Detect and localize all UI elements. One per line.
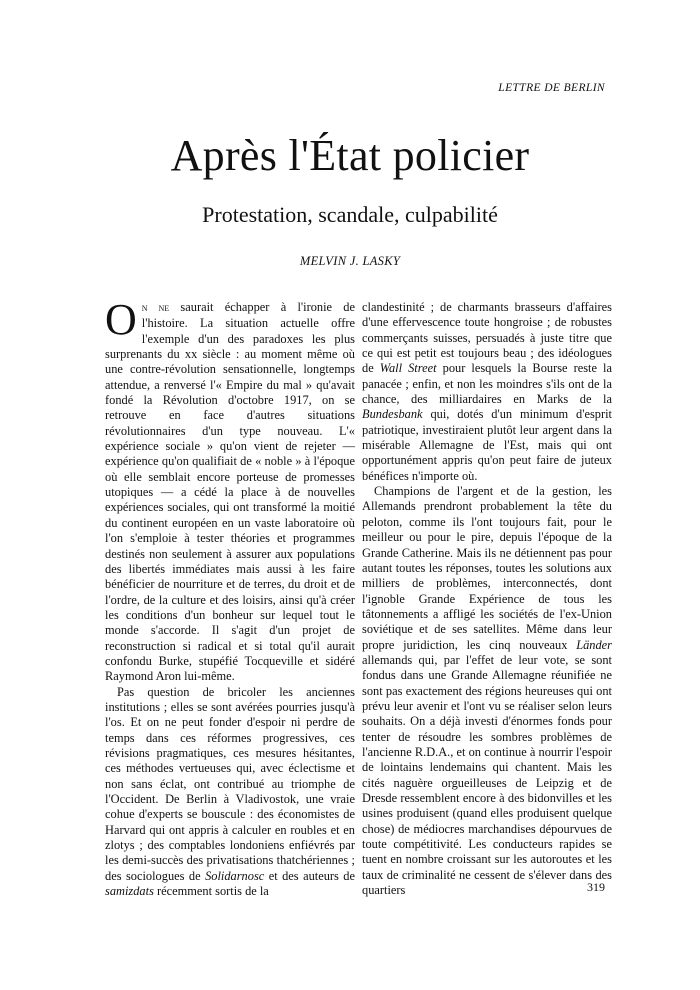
running-head: LETTRE DE BERLIN [498, 82, 605, 94]
emphasis: Solidarnosc [205, 868, 265, 883]
drop-cap: O [105, 295, 137, 344]
paragraph [362, 300, 612, 484]
emphasis: Länder [576, 637, 612, 652]
text-column-left [105, 295, 355, 899]
text-run: siècle : au moment même où une contre-révolution sensationnelle, longtemps attendue, a renversé l'« Empire du mal » qu'avait fondé la Révolution d'octobre 1917, on se retrouve en face d'autres situations révolutionnaires d'un type nouveau. L'« expérience sociale » qu'on vient de rejeter — expérience qu'on qualifiait de « noble » à l'époque où elle semblait encore porteuse de promesses utopiques — a cédé la place à de nouvelles expériences sociales, qui ont transformé la moitié du continent européen en un vaste laboratoire où l'on s'emploie à tester théories et programmes destinés non seulement à assurer aux populations des libertés immédiates mais aussi à les faire bénéficier de nourriture et de terres, du droit et de l'ordre, de la culture et des loisirs, ainsi qu'à créer les conditions d'un bonheur sur lequel tout le monde s'accorde. Il s'agit d'un projet de reconstruction si radical et si total qu'il aurait confondu Burke, stupéfié Tocqueville et sidéré Raymond Aron lui-même. [105, 347, 355, 684]
text-run: et des auteurs de [264, 868, 355, 883]
page-number: 319 [587, 880, 605, 894]
emphasis: Wall Street [379, 361, 437, 376]
text-column-right [362, 300, 612, 898]
text-run: allemands qui, par l'effet de leur vote, se sont fondus dans une Grande Allemagne réunifiée ne sont pas exactement des régions heureuses qui ont prévu leur avenir et l'ont vu se réaliser selon leurs souhaits. On a déjà investi d'énormes fonds pour tenter de résoudre les sombres problèmes de l'ancienne R.D.A., et on continue à nourrir l'espoir de lointains lendemains qui chantent. Mais les cités naguère orgueilleuses de Leipzig et de Dresde ressemblent encore à des bidonvilles et les usines produisent (quand elles produisent quelque chose) de médiocres marchandises dépourvues de toute compétitivité. Les conducteurs rapides se tuent en nombre croissant sur les autoroutes et les taux de criminalité ne cessent de s'élever dans des quartiers [362, 652, 612, 898]
article-title: Après l'État policier [170, 131, 530, 180]
century-numeral: xx [184, 347, 198, 362]
text-run: qui, dotés d'un minimum d'esprit patriotique, investiraient plutôt leur argent dans la misérable Allemagne de l'Est, mais qui ont opportunément appris qu'on peut faire de juteux bénéfices n'importe où. [362, 407, 612, 483]
text-run: pour lesquels la Bourse reste la panacée ; enfin, et non les moindres s'ils ont de la chance, des milliardaires en Marks de la [362, 361, 613, 407]
text-run: Champions de l'argent et de la gestion, les Allemands prendront probablement la tête du peloton, comme ils l'ont toujours fait, pour le meilleur ou pour le pire, depuis l'époque de la Grande Catherine. Mais ils ne détiennent pas pour autant toutes les réponses, toutes les solutions aux milliers de problèmes, interconnectés, dont l'ignoble Grande Expérience de tous les tâtonnements a affligé les sociétés de l'ex-Union soviétique et de ses satellites. Même dans leur propre juridiction, les cinq nouveaux [362, 484, 612, 652]
text-run: saurait échapper à l'ironie de l'histoire. La situation actuelle offre l'exemple d'un des paradoxes les plus surprenants du [105, 300, 355, 362]
paragraph [105, 685, 355, 900]
author-byline: MELVIN J. LASKY [299, 254, 401, 268]
paragraph [362, 484, 612, 898]
text-run: Pas question de bricoler les anciennes institutions ; elles se sont avérées pourries jusqu'à l'os. Et on ne peut fonder d'espoir ni perdre de temps dans ces réformes progressives, ces révisions pragmatiques, ces mesures hésitantes, ces méthodes vertueuses qui, avec éclectisme et non sans éclat, ont contribué au triomphe de l'Occident. De Berlin à Vladivostok, une vraie cohue d'experts se bouscule : des économistes de Harvard qui ont appris à calculer en roubles et en zlotys ; des comptables londoniens enfiévrés par les demi-succès des privatisations thatchériennes ; des sociologues de [105, 684, 355, 883]
text-run: récemment sortis de la [153, 884, 269, 899]
article-subtitle: Protestation, scandale, culpabilité [202, 202, 498, 227]
text-run: clandestinité ; de charmants brasseurs d'affaires d'une effervescence toute hongroise ; de robustes commerçants suisses, persuadés à juste titre que ce qui est petit est toujours beau ; des idéologues de [362, 300, 612, 376]
paragraph [105, 295, 355, 685]
lead-in: n ne [141, 302, 170, 314]
emphasis: Bundesbank [362, 407, 423, 422]
emphasis: samizdats [105, 884, 154, 899]
